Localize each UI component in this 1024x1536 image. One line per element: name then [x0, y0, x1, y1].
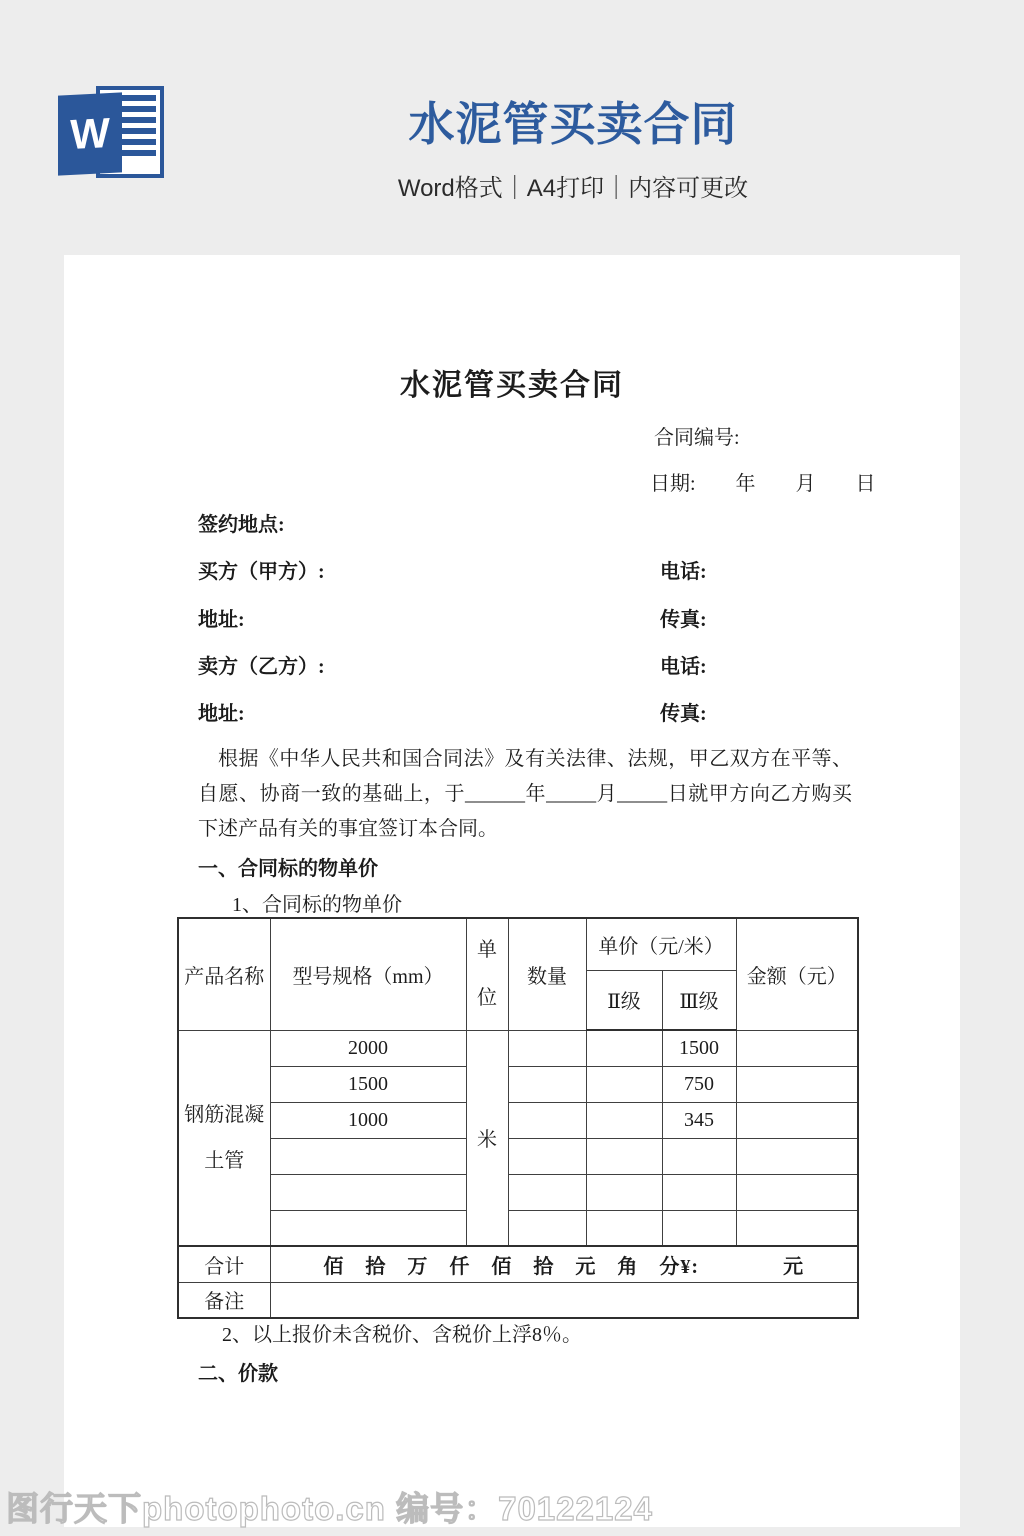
contract-title: 水泥管买卖合同: [400, 369, 624, 402]
word-icon-letter: W: [70, 108, 110, 159]
col-header-amount: 金额（元）: [736, 918, 858, 1030]
cell-product-name: 钢筋混凝土管: [178, 1030, 270, 1246]
intro-paragraph: 根据《中华人民共和国合同法》及有关法律、法规，甲乙双方在平等、自愿、协商一致的基础上，于______年_____月_____日就甲方向乙方购买下述产品有关的事宜签订本合同。: [198, 748, 852, 840]
buyer-address-label: 地址:: [198, 609, 245, 631]
total-value: 佰 拾 万 仟 佰 拾 元 角 分¥: 元: [270, 1246, 858, 1282]
cell-qty: [508, 1102, 586, 1138]
seller-address-line: [198, 697, 860, 726]
buyer-label: 买方（甲方）:: [198, 561, 325, 583]
col-header-qty: 数量: [508, 918, 586, 1030]
site-watermark: 图行天下photophoto.cn 编号：70122124: [6, 1490, 653, 1527]
cell-amount: [736, 1030, 858, 1066]
table-header-row: [178, 918, 858, 970]
cell-grade3: 1500: [662, 1030, 736, 1066]
document-page: [64, 255, 960, 1527]
col-header-grade2: Ⅱ级: [586, 970, 662, 1030]
cell-grade2: [586, 1066, 662, 1102]
table-row: [178, 1030, 858, 1066]
seller-address-label: 地址:: [198, 703, 245, 725]
col-header-spec: 型号规格（mm）: [270, 918, 466, 1030]
col-header-unit: 单位: [466, 918, 508, 1030]
cell-amount: [736, 1102, 858, 1138]
col-header-product: 产品名称: [178, 918, 270, 1030]
buyer-fax-label: 传真:: [660, 609, 707, 631]
table-row: [178, 1102, 858, 1138]
preview-title: 水泥管买卖合同: [408, 98, 738, 150]
table-row: [178, 1066, 858, 1102]
unit-price-table: [177, 917, 859, 1319]
cell-spec: [270, 1210, 466, 1246]
table-row: [178, 1210, 858, 1246]
cell-grade3: [662, 1210, 736, 1246]
cell-grade2: [586, 1030, 662, 1066]
cell-grade2: [586, 1210, 662, 1246]
section1-heading: 一、合同标的物单价: [198, 858, 378, 880]
total-label: 合计: [178, 1246, 270, 1282]
preview-subtitle: Word格式｜A4打印｜内容可更改: [397, 175, 749, 202]
cell-spec: [270, 1174, 466, 1210]
contract-date-line: 日期: 年 月 日: [650, 473, 876, 495]
contract-number-label: 合同编号:: [654, 427, 740, 449]
cell-spec: 1500: [270, 1066, 466, 1102]
section2-heading: 二、价款: [198, 1363, 278, 1385]
cell-grade2: [586, 1174, 662, 1210]
table-total-row: [178, 1246, 858, 1282]
cell-spec: [270, 1138, 466, 1174]
cell-amount: [736, 1210, 858, 1246]
cell-amount: [736, 1138, 858, 1174]
cell-qty: [508, 1210, 586, 1246]
cell-spec: 1000: [270, 1102, 466, 1138]
section1-item1: 1、合同标的物单价: [232, 894, 402, 916]
cell-qty: [508, 1030, 586, 1066]
table-row: [178, 1138, 858, 1174]
buyer-line: [198, 555, 860, 584]
cell-grade3: [662, 1138, 736, 1174]
seller-label: 卖方（乙方）:: [198, 656, 325, 678]
preview-header: [150, 88, 996, 203]
sign-location-line: [198, 508, 860, 537]
seller-line: [198, 650, 860, 679]
remark-label: 备注: [178, 1282, 270, 1318]
sign-location-label: 签约地点:: [198, 514, 285, 536]
cell-grade3: [662, 1174, 736, 1210]
table-row: [178, 1174, 858, 1210]
cell-amount: [736, 1174, 858, 1210]
cell-amount: [736, 1066, 858, 1102]
cell-grade2: [586, 1138, 662, 1174]
cell-qty: [508, 1138, 586, 1174]
cell-qty: [508, 1174, 586, 1210]
buyer-phone-label: 电话:: [660, 561, 707, 583]
buyer-address-line: [198, 603, 860, 632]
cell-grade3: 345: [662, 1102, 736, 1138]
cell-qty: [508, 1066, 586, 1102]
seller-fax-label: 传真:: [660, 703, 707, 725]
remark-value: [270, 1282, 858, 1318]
cell-grade2: [586, 1102, 662, 1138]
col-header-unit-price: 单价（元/米）: [586, 918, 736, 970]
note-item2: 2、以上报价未含税价、含税价上浮8％。: [222, 1324, 582, 1346]
col-header-grade3: Ⅲ级: [662, 970, 736, 1030]
cell-unit: 米: [466, 1030, 508, 1246]
table-remark-row: [178, 1282, 858, 1318]
word-icon-cover: [58, 92, 122, 175]
cell-grade3: 750: [662, 1066, 736, 1102]
cell-spec: 2000: [270, 1030, 466, 1066]
seller-phone-label: 电话:: [660, 656, 707, 678]
